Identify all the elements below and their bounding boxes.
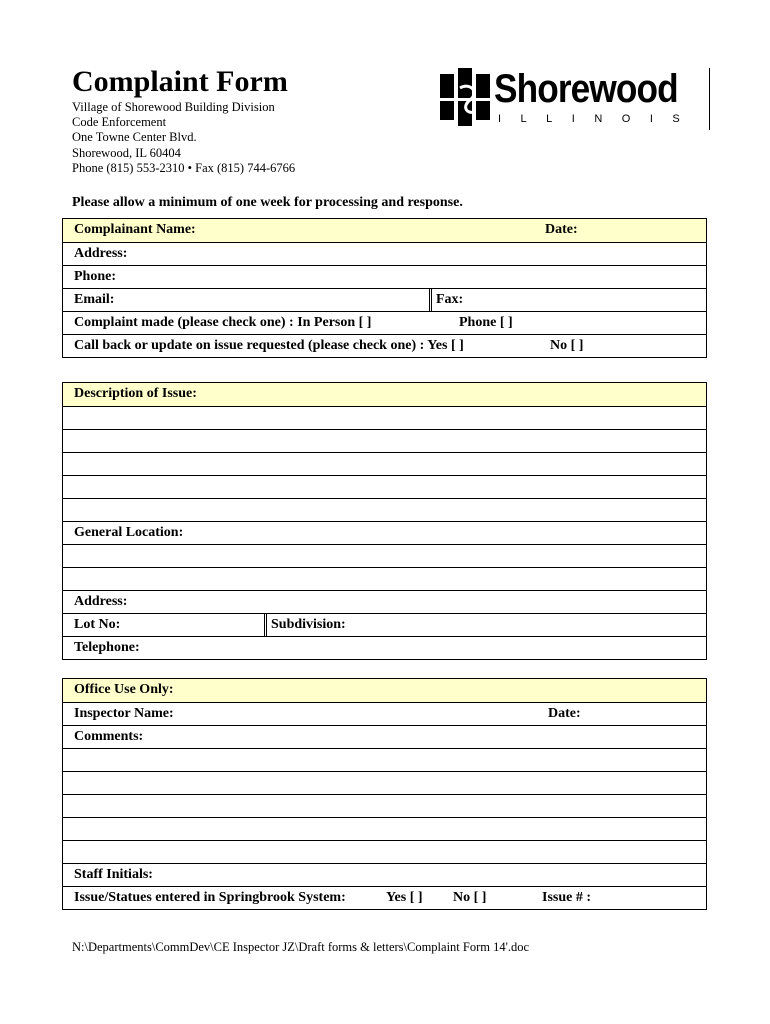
comments-line[interactable] (63, 840, 706, 863)
file-path-footer: N:\Departments\CommDev\CE Inspector JZ\Draft forms & letters\Complaint Form 14'.doc (72, 940, 530, 954)
callback-no-option[interactable]: No [ ] (550, 338, 584, 353)
logo-wordmark: Shorewood (494, 67, 678, 111)
lot-subdivision-row[interactable] (63, 613, 706, 636)
email-fax-divider (429, 289, 430, 311)
complainant-address-row[interactable] (63, 242, 706, 265)
complaint-made-row[interactable] (63, 311, 706, 334)
shorewood-emblem-icon (440, 68, 492, 128)
email-label: Email: (74, 292, 115, 307)
form-title: Complaint Form (72, 65, 288, 98)
date-label: Date: (545, 222, 578, 237)
telephone-row[interactable] (63, 636, 706, 659)
description-line[interactable] (63, 429, 706, 452)
lot-subdivision-divider (266, 614, 267, 636)
springbrook-no-option[interactable]: No [ ] (453, 890, 487, 905)
address-line: Phone (815) 553-2310 • Fax (815) 744-6766 (72, 160, 296, 175)
issue-address-label: Address: (74, 594, 128, 609)
description-line[interactable] (63, 452, 706, 475)
office-date-label: Date: (548, 706, 581, 721)
department-address (72, 100, 295, 176)
address-line: Village of Shorewood Building Division (72, 100, 275, 114)
lot-label: Lot No: (74, 617, 121, 632)
complainant-phone-row[interactable] (63, 265, 706, 288)
comments-label: Comments: (74, 729, 144, 744)
email-fax-divider (431, 289, 432, 311)
office-use-section (62, 678, 707, 910)
comments-line[interactable] (63, 817, 706, 840)
general-location-label: General Location: (74, 525, 184, 540)
description-line[interactable] (63, 406, 706, 429)
complainant-email-row[interactable] (63, 288, 706, 311)
fax-label: Fax: (436, 292, 464, 307)
address-line: Shorewood, IL 60404 (72, 145, 181, 160)
description-label: Description of Issue: (74, 386, 197, 401)
comments-line[interactable] (63, 794, 706, 817)
inspector-name-label: Inspector Name: (74, 706, 174, 721)
description-line[interactable] (63, 475, 706, 498)
springbrook-row[interactable] (63, 886, 706, 909)
subdivision-label: Subdivision: (271, 617, 346, 632)
staff-initials-row[interactable] (63, 863, 706, 886)
description-line[interactable] (63, 498, 706, 521)
complaint-made-label: Complaint made (please check one) : In Person [ ] (74, 315, 372, 330)
complainant-section (62, 218, 707, 358)
callback-row[interactable] (63, 334, 706, 357)
comments-line[interactable] (63, 748, 706, 771)
general-location-row[interactable] (63, 521, 706, 544)
shorewood-logo (440, 66, 712, 132)
lot-subdivision-divider (264, 614, 265, 636)
address-line: One Towne Center Blvd. (72, 130, 197, 145)
issue-status-label: Issue/Statues entered in Springbrook System: (74, 890, 346, 905)
logo-divider (709, 68, 710, 130)
complainant-name-label: Complainant Name: (74, 222, 196, 237)
address-label: Address: (74, 246, 128, 261)
processing-notice: Please allow a minimum of one week for processing and response. (72, 195, 463, 210)
location-line[interactable] (63, 567, 706, 590)
callback-label: Call back or update on issue requested (please check one) : Yes [ ] (74, 338, 464, 353)
description-header-row (63, 383, 706, 406)
inspector-row[interactable] (63, 702, 706, 725)
logo-state: ILLINOIS (498, 113, 700, 125)
phone-label: Phone: (74, 269, 116, 284)
issue-number-label: Issue # : (542, 890, 592, 905)
location-line[interactable] (63, 544, 706, 567)
issue-section (62, 382, 707, 660)
springbrook-yes-option[interactable]: Yes [ ] (386, 890, 423, 905)
telephone-label: Telephone: (74, 640, 140, 655)
office-use-label: Office Use Only: (74, 682, 174, 697)
issue-address-row[interactable] (63, 590, 706, 613)
office-use-header-row (63, 679, 706, 702)
complainant-name-row[interactable] (63, 219, 706, 242)
staff-initials-label: Staff Initials: (74, 867, 153, 882)
complaint-phone-option[interactable]: Phone [ ] (459, 315, 513, 330)
comments-line[interactable] (63, 771, 706, 794)
comments-row[interactable] (63, 725, 706, 748)
address-line: Code Enforcement (72, 115, 167, 130)
